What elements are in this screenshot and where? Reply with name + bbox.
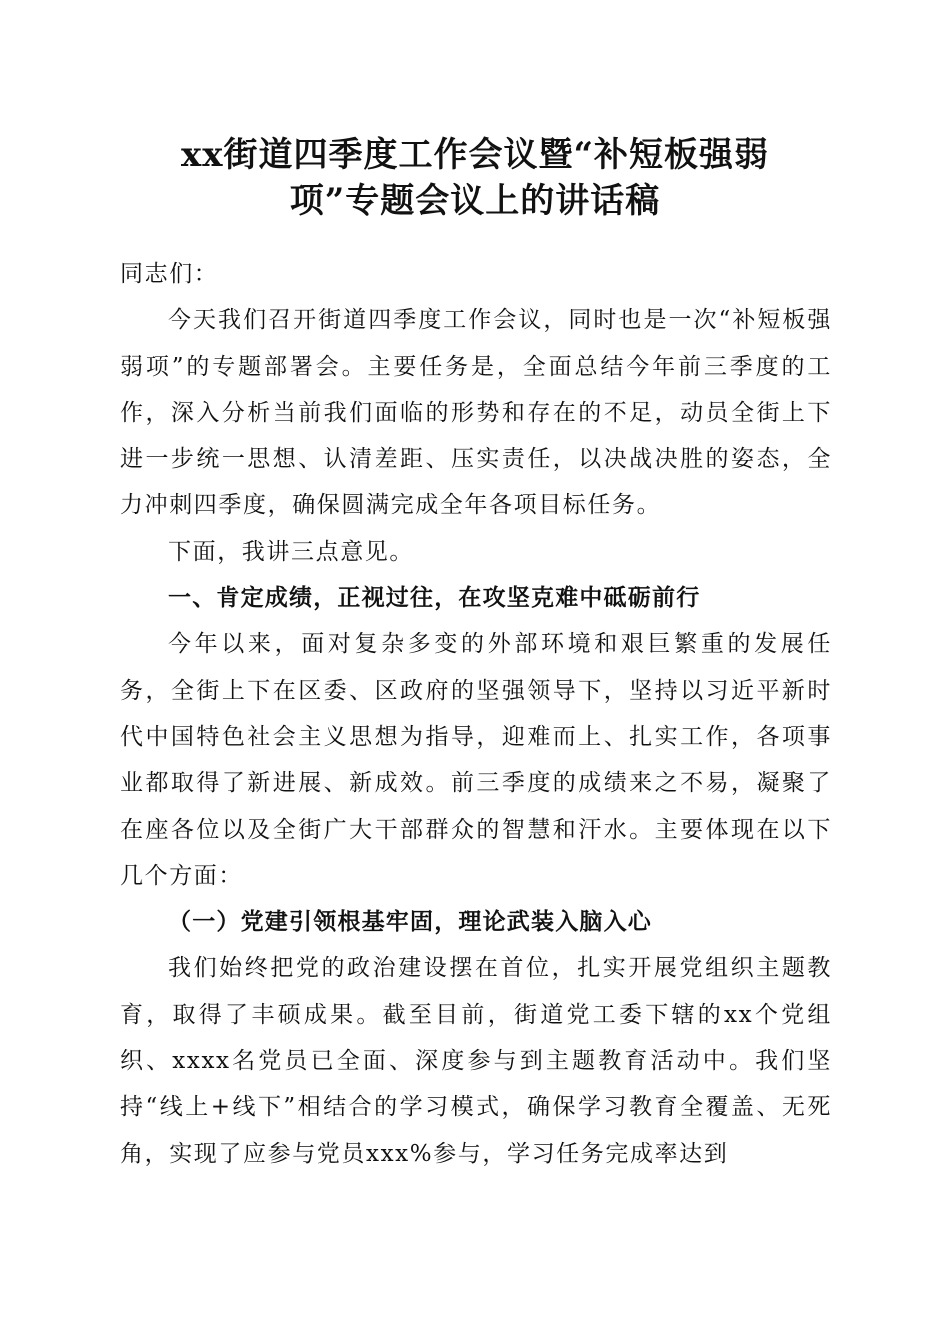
title-line-1: xx街道四季度工作会议暨“补短板强弱 [180, 135, 770, 175]
paragraph-intro: 今天我们召开街道四季度工作会议，同时也是一次“补短板强弱项”的专题部署会。主要任务是，全面总结今年前三季度的工作，深入分析当前我们面临的形势和存在的不足，动员全街上下进一步统一思想、认清差距、压实责任，以决战决胜的姿态，全力冲刺四季度，确保圆满完成全年各项目标任务。 [120, 307, 832, 519]
paragraph-transition: 下面，我讲三点意见。 [168, 538, 414, 565]
paragraph-achievements: 今年以来，面对复杂多变的外部环境和艰巨繁重的发展任务，全街上下在区委、区政府的坚强领导下，坚持以习近平新时代中国特色社会主义思想为指导，迎难而上、扎实工作，各项事业都取得了新进展、新成效。前三季度的成绩来之不易，凝聚了在座各位以及全街广大干部群众的智慧和汗水。主要体现在以下几个方面： [120, 631, 832, 889]
salutation: 同志们： [120, 261, 219, 287]
document-body [120, 251, 832, 1177]
paragraph-party-building: 我们始终把党的政治建设摆在首位，扎实开展党组织主题教育，取得了丰硕成果。截至目前，街道党工委下辖的xx个党组织、xxxx名党员已全面、深度参与到主题教育活动中。我们坚持“线上+线下”相结合的学习模式，确保学习教育全覆盖、无死角，实现了应参与党员xxx%参与，学习任务完成率达到 [120, 955, 832, 1167]
subsection-heading-1: （一）党建引领根基牢固，理论武装入脑入心 [168, 908, 652, 936]
document-title [120, 132, 830, 224]
section-heading-1: 一、肯定成绩，正视过往，在攻坚克难中砥砺前行 [168, 585, 701, 612]
title-line-2: 项”专题会议上的讲话稿 [289, 181, 661, 221]
